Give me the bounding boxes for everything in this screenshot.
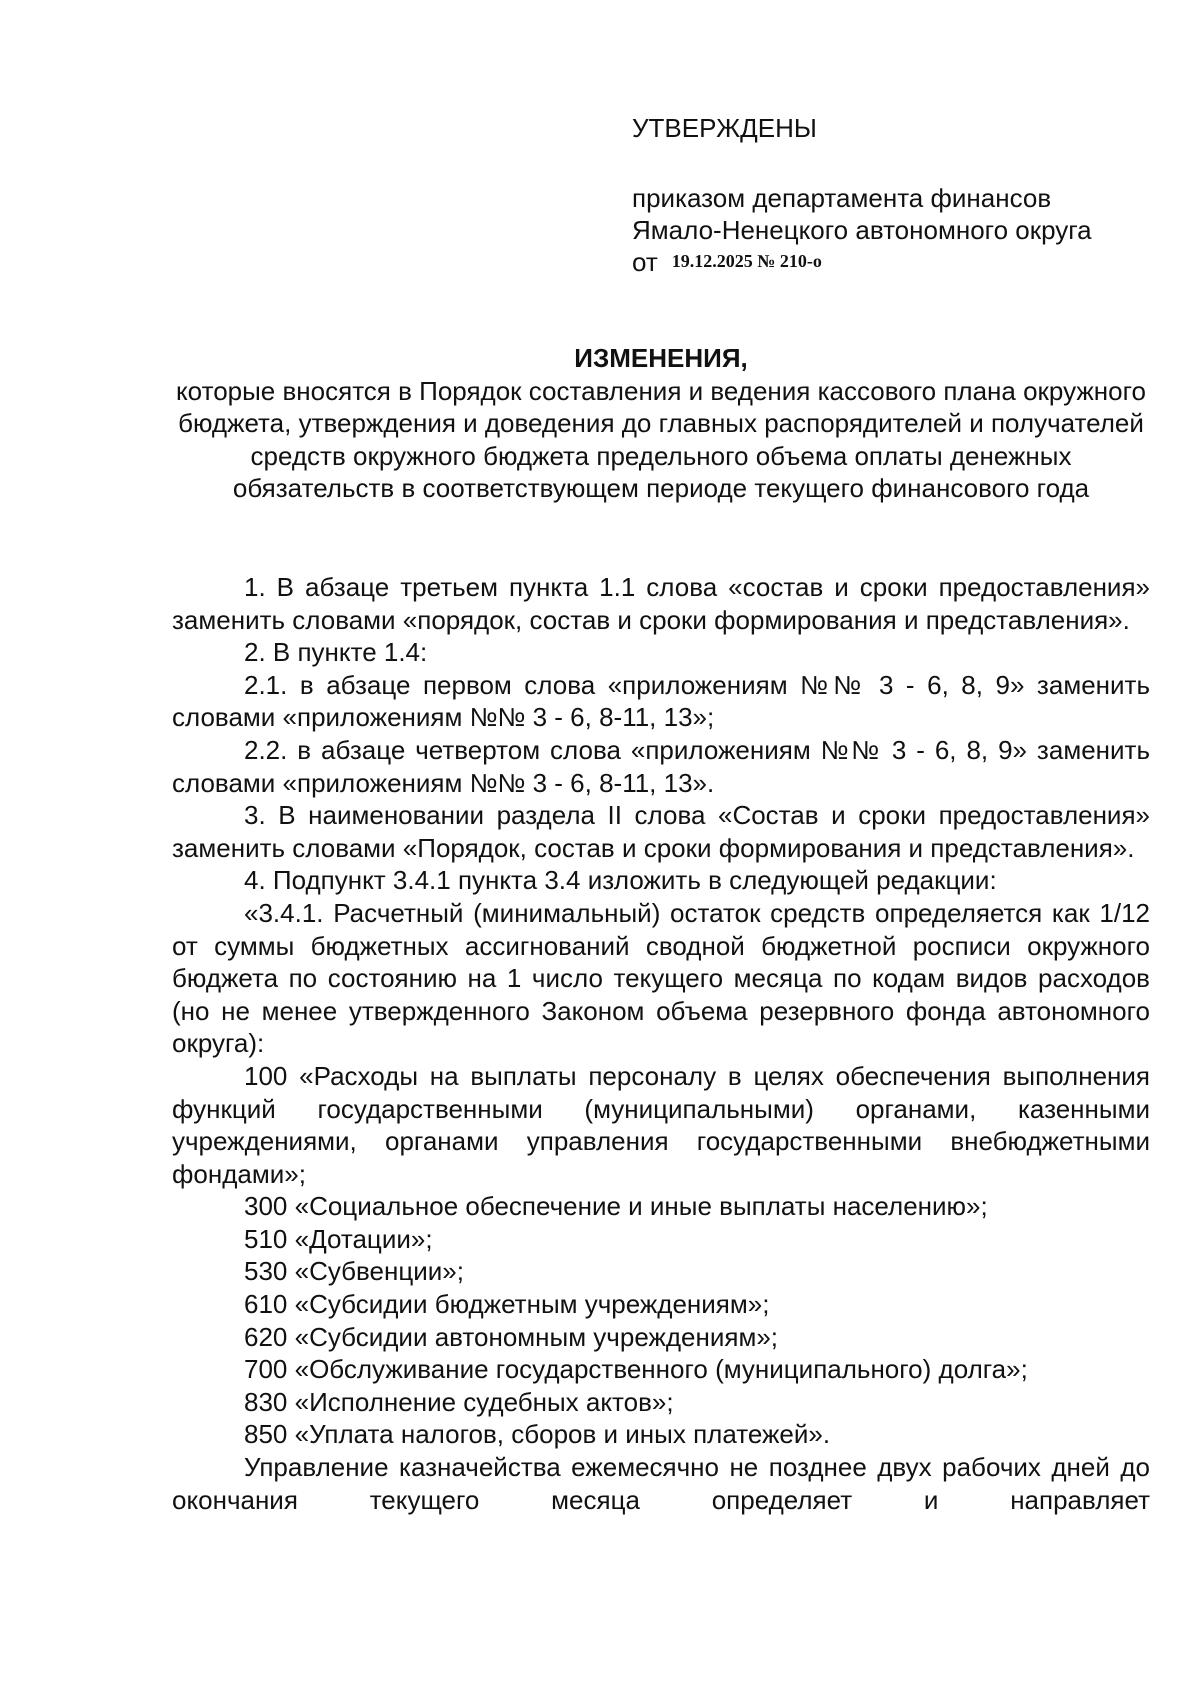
body-paragraph-10: 510 «Дотации»;: [244, 1223, 433, 1254]
approval-line-2: Ямало-Ненецкого автономного округа: [632, 215, 1092, 245]
date-value: 19.12.2025 № 210-о: [671, 251, 822, 271]
body-paragraph-14: 700 «Обслуживание государственного (муниципального) долга»;: [244, 1354, 1028, 1385]
body-paragraph-13: 620 «Субсидии автономным учреждениям»;: [244, 1321, 779, 1352]
body-paragraph-11: 530 «Субвенции»;: [244, 1256, 464, 1287]
approval-block: [632, 112, 1152, 281]
date-prefix: от: [632, 247, 658, 277]
body-paragraph-6: 4. Подпункт 3.4.1 пункта 3.4 изложить в следующей редакции:: [244, 865, 997, 896]
body-paragraph-17: Управление казначейства ежемесячно не позднее двух рабочих дней до окончания текущего месяца определяет и направляет: [172, 1452, 1150, 1515]
body-paragraph-3: 2.1. в абзаце первом слова «приложениям №№ 3 - 6, 8, 9» заменить словами «приложениям №№ 3 - 6, 8-11, 13»;: [172, 669, 1150, 733]
body-paragraph-15: 830 «Исполнение судебных актов»;: [244, 1386, 674, 1417]
approval-line-1: приказом департамента финансов: [632, 183, 1052, 213]
document-heading: ИЗМЕНЕНИЯ,: [574, 343, 748, 373]
body-paragraph-7: «3.4.1. Расчетный (минимальный) остаток средств определяется как 1/12 от суммы бюджетных ассигнований сводной бюджетной росписи окружного бюджета по состоянию на 1 число текущего месяца по кодам видов расходов (но не менее утвержденного Законом объема резервного фонда автономного округа):: [172, 897, 1150, 1059]
approval-date-row: [632, 246, 1152, 281]
document-body: [172, 571, 1150, 1516]
body-paragraph-5: 3. В наименовании раздела II слова «Состав и сроки предоставления» заменить словами «Порядок, состав и сроки формирования и представления».: [172, 800, 1150, 863]
body-paragraph-16: 850 «Уплата налогов, сборов и иных платежей».: [244, 1419, 831, 1450]
approval-stamp: УТВЕРЖДЕНЫ: [632, 113, 817, 143]
body-paragraph-2: 2. В пункте 1.4:: [244, 637, 428, 668]
body-paragraph-12: 610 «Субсидии бюджетным учреждениям»;: [244, 1289, 770, 1320]
body-paragraph-9: 300 «Социальное обеспечение и иные выплаты населению»;: [244, 1191, 988, 1222]
body-paragraph-8: 100 «Расходы на выплаты персоналу в целях обеспечения выполнения функций государственными (муниципальными) органами, казенными учреждениями, органами управления государственными внебюджетными фондами»;: [172, 1060, 1150, 1189]
document-subtitle: которые вносятся в Порядок составления и ведения кассового плана окружного бюджета, утверждения и доведения до главных распорядителей и получателей средств окружного бюджета предельного объема оплаты денежных обязательств в соответствующем периоде текущего финансового года: [176, 375, 1146, 503]
body-paragraph-4: 2.2. в абзаце четвертом слова «приложениям №№ 3 - 6, 8, 9» заменить словами «приложениям №№ 3 - 6, 8-11, 13».: [172, 734, 1150, 798]
document-title-block: [172, 342, 1150, 505]
body-paragraph-1: 1. В абзаце третьем пункта 1.1 слова «состав и сроки предоставления» заменить словами «порядок, состав и сроки формирования и представления».: [172, 572, 1150, 635]
